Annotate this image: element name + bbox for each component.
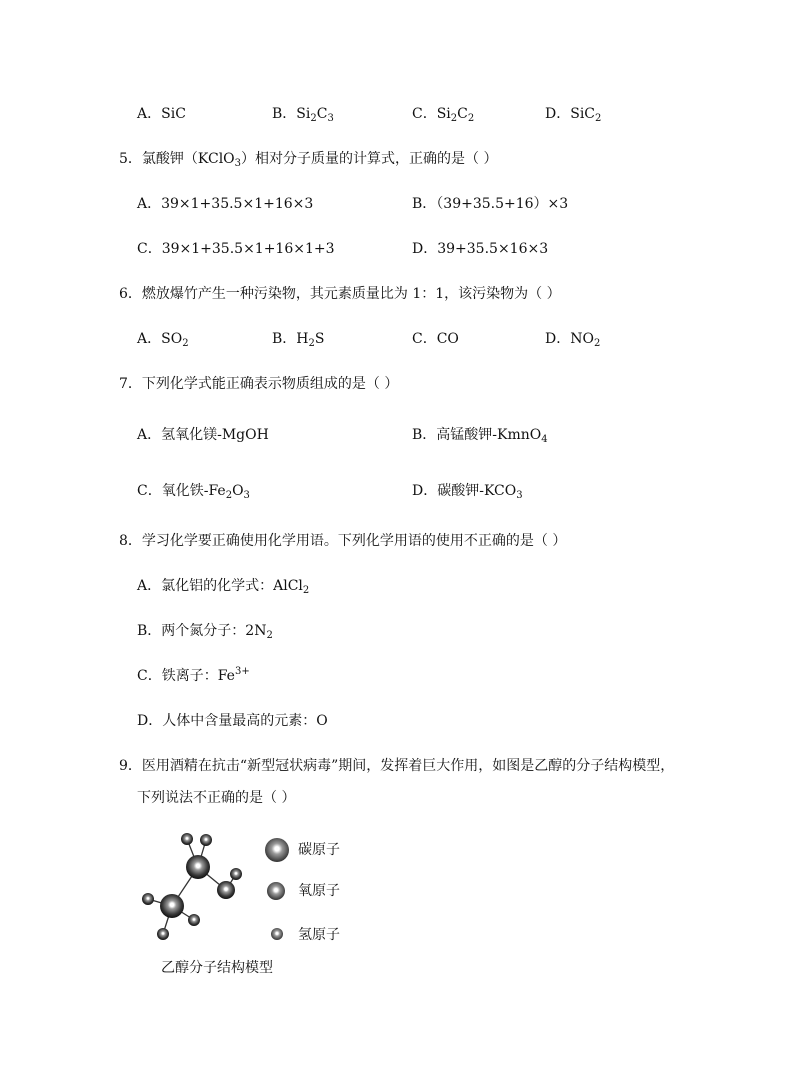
q8-option-b: B．两个氮分子：$2N_2$ (137, 623, 273, 641)
q6-option-d: D．$NO_2$ (545, 331, 601, 349)
q5-option-b: B．（39+35.5+16）×3 (412, 196, 569, 212)
oxygen-legend-label: 氧原子 (298, 883, 340, 899)
q8-option-d: D．人体中含量最高的元素：O (137, 713, 328, 729)
hydrogen-legend-label: 氢原子 (298, 927, 340, 943)
q6-stem: 6．燃放爆竹产生一种污染物，其元素质量比为 1：1，该污染物为（ ） (119, 286, 561, 302)
q4-option-c: C．$Si_2C_2$ (412, 106, 475, 124)
q7-option-c: C．氧化铁$-Fe_2O_3$ (137, 483, 250, 501)
q8-stem: 8．学习化学要正确使用化学用语。下列化学用语的使用不正确的是（ ） (119, 533, 567, 549)
oxygen-atom (217, 881, 235, 899)
q4-option-a: A．SiC (137, 106, 186, 122)
hydrogen-legend-icon (271, 928, 283, 940)
q4-option-b: B．$Si_2C_3$ (272, 106, 334, 124)
q7-stem: 7．下列化学式能正确表示物质组成的是（ ） (119, 376, 399, 392)
carbon-atom (160, 894, 184, 918)
hydrogen-atom (188, 914, 200, 926)
q6-option-a: A．$SO_2$ (137, 331, 189, 349)
hydrogen-atom (181, 833, 193, 845)
q7-option-a: A．氢氧化镁-MgOH (137, 427, 269, 443)
hydrogen-atom (200, 834, 212, 846)
carbon-atom (186, 855, 210, 879)
q7-option-b: B．高锰酸钾-KmnO$_4$ (412, 427, 548, 445)
carbon-legend-icon (265, 838, 289, 862)
q6-option-b: B．$H_2S$ (272, 331, 325, 349)
q9-stem-line2: 下列说法不正确的是（ ） (137, 790, 296, 806)
hydrogen-atom (157, 928, 169, 940)
carbon-legend-label: 碳原子 (298, 842, 340, 858)
q7-option-d: D．碳酸钾$-KCO_3$ (412, 483, 523, 501)
diagram-caption: 乙醇分子结构模型 (161, 960, 273, 976)
q5-stem: 5．氯酸钾（KClO$_3$）相对分子质量的计算式，正确的是（ ） (119, 151, 498, 169)
q4-option-d: D．SiC$_2$ (545, 106, 602, 124)
hydrogen-atom (230, 868, 242, 880)
hydrogen-atom (142, 893, 154, 905)
q5-option-a: A．39×1+35.5×1+16×3 (137, 196, 314, 212)
q8-option-a: A．氯化铝的化学式：AlCl$_2$ (137, 578, 310, 596)
q5-option-d: D．39+35.5×16×3 (412, 241, 549, 257)
q5-option-c: C．39×1+35.5×1+16×1+3 (137, 241, 335, 257)
q9-stem-line1: 9．医用酒精在抗击“新型冠状病毒”期间，发挥着巨大作用，如图是乙醇的分子结构模型， (119, 758, 675, 774)
q8-option-c: C．铁离子：$Fe^{3+}$ (137, 666, 250, 684)
atoms (142, 833, 242, 940)
oxygen-legend-icon (267, 882, 285, 900)
q6-option-c: C．CO (412, 331, 459, 347)
